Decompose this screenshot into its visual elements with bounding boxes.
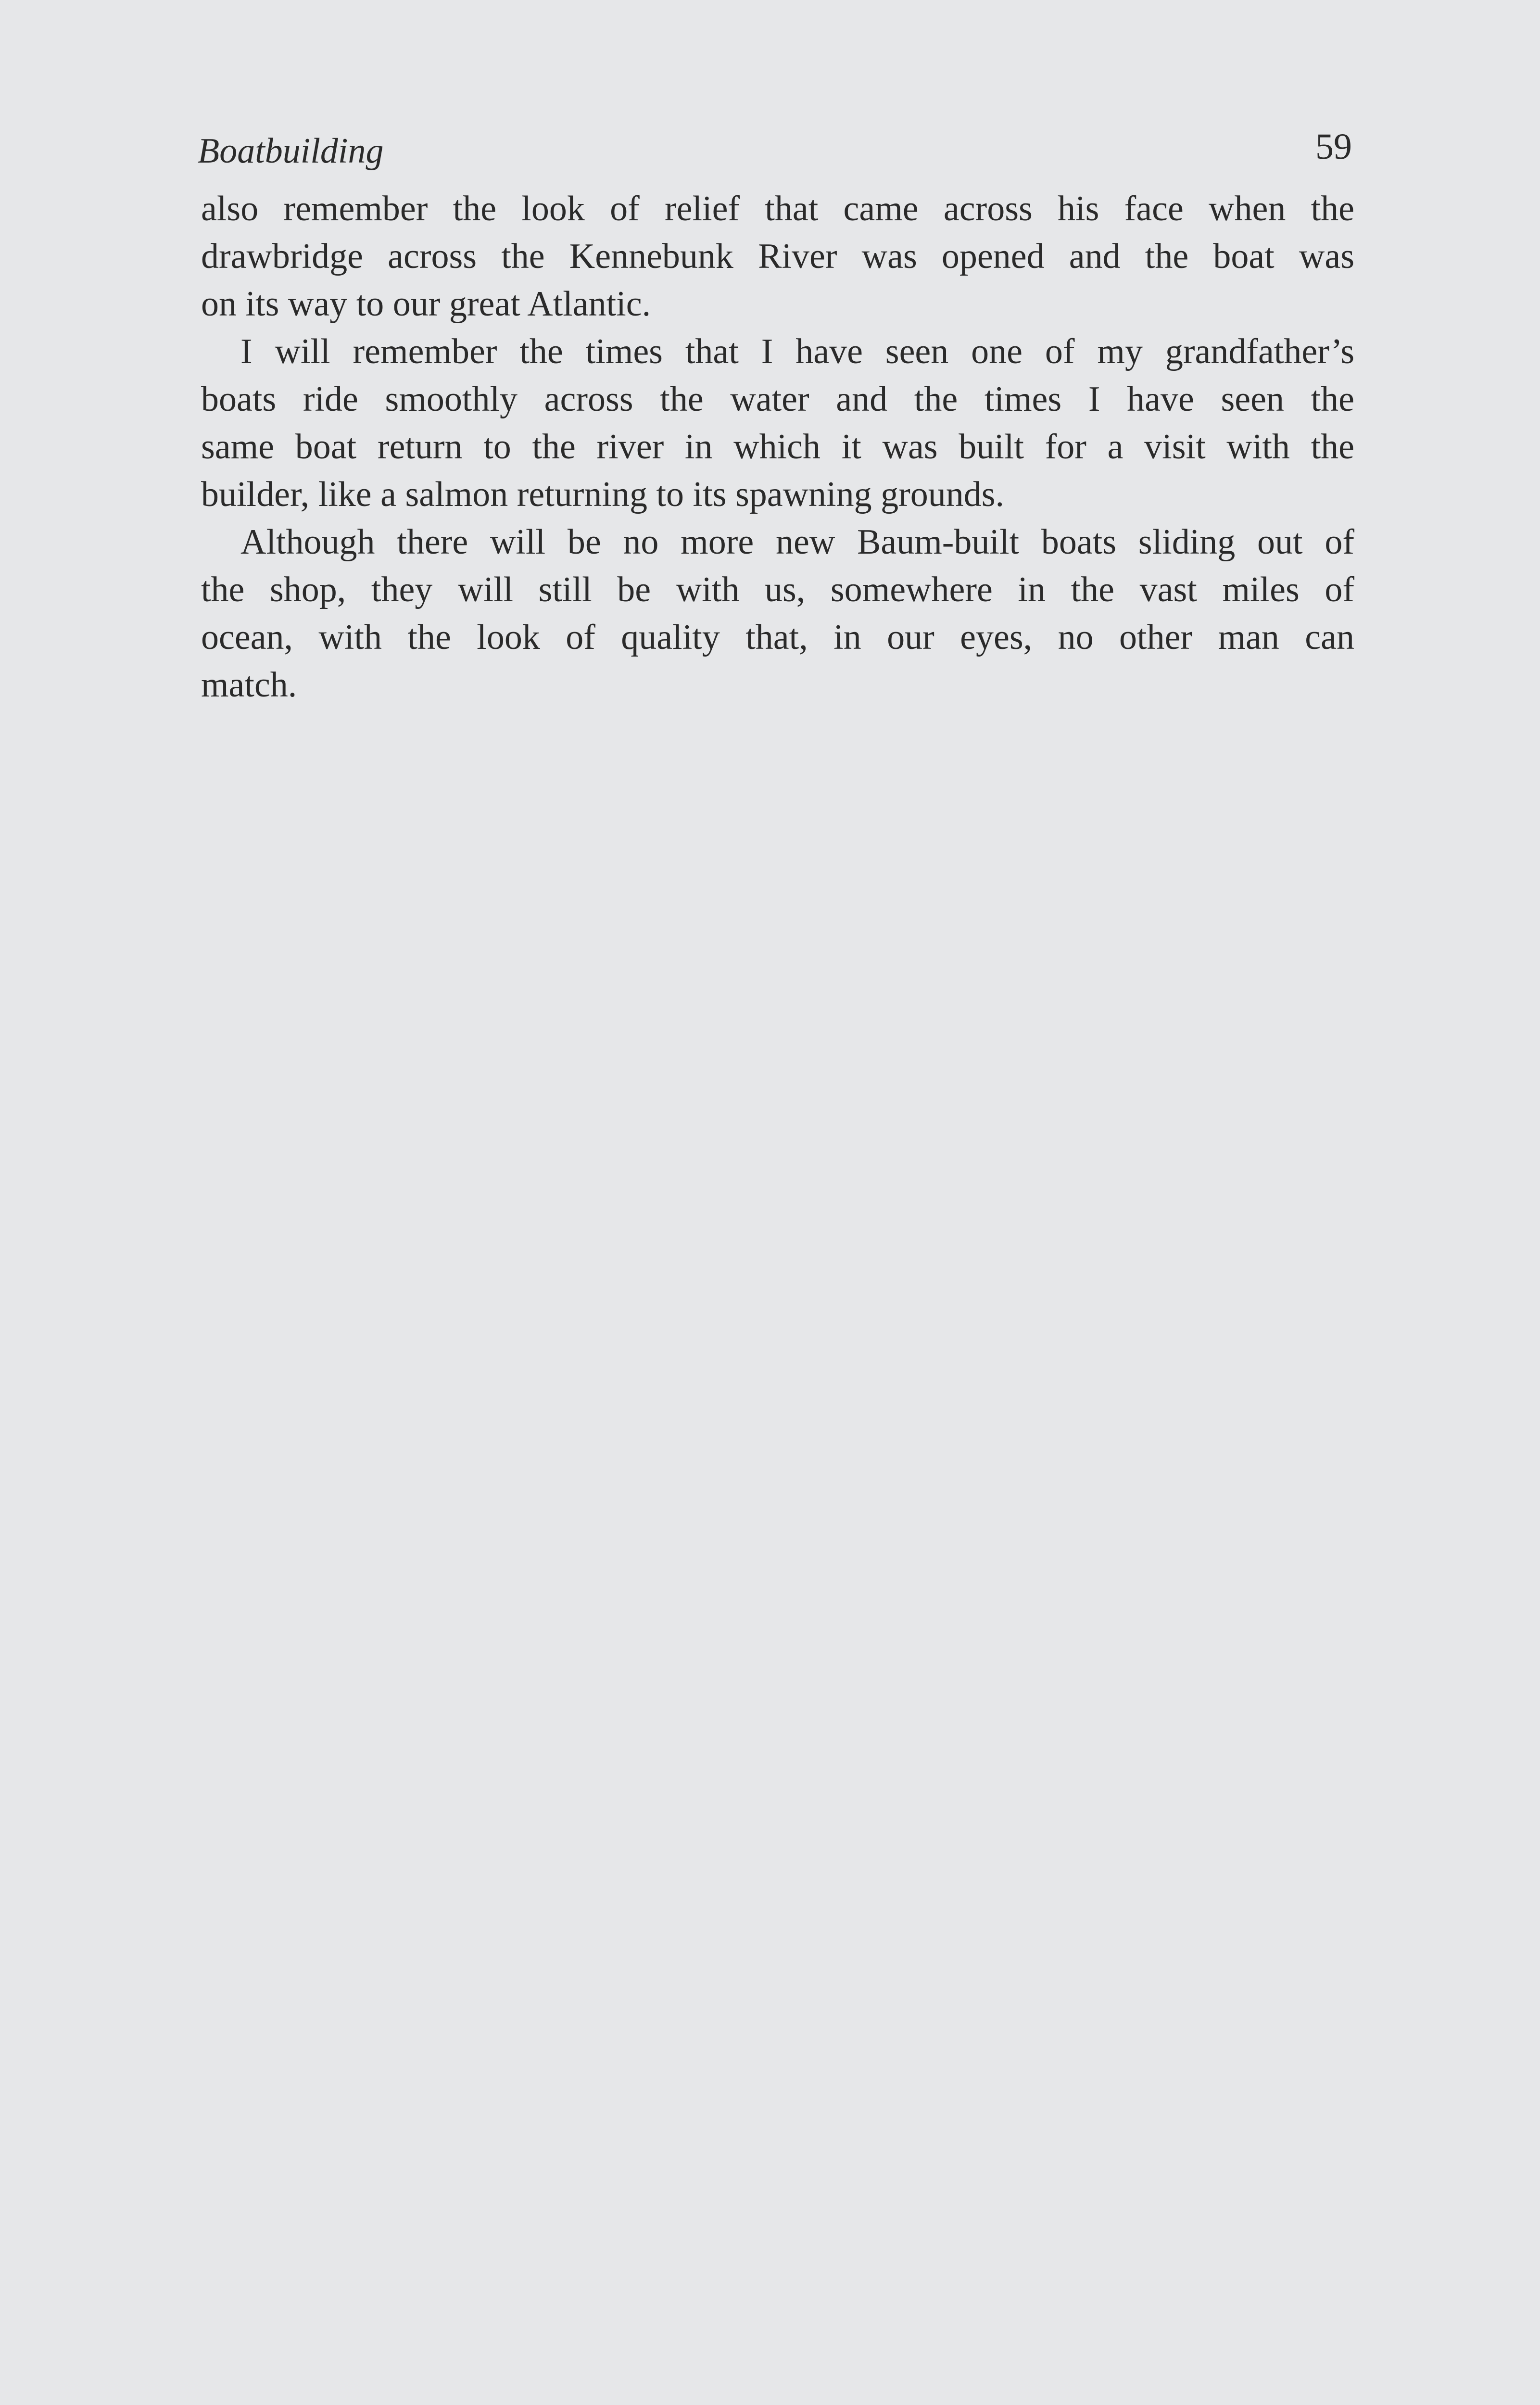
- body-text: [201, 185, 1354, 709]
- text-line: drawbridge across the Kennebunk River was opened and the boat was: [201, 237, 1354, 276]
- text-line: match.: [201, 665, 297, 705]
- text-line: boats ride smoothly across the water and the times I have seen the: [201, 380, 1354, 419]
- text-line: ocean, with the look of quality that, in our eyes, no other man can: [201, 618, 1354, 657]
- text-line: Although there will be no more new Baum-built boats sliding out of: [240, 522, 1354, 562]
- page-number: 59: [1315, 127, 1352, 167]
- paragraph-2: [201, 328, 1354, 519]
- paragraph-3: [201, 519, 1354, 709]
- running-head: [198, 121, 1352, 179]
- text-line: builder, like a salmon returning to its spawning grounds.: [201, 475, 1005, 514]
- text-line: same boat return to the river in which it was built for a visit with the: [201, 427, 1354, 467]
- text-line: also remember the look of relief that came across his face when the: [201, 189, 1354, 228]
- text-line: the shop, they will still be with us, somewhere in the vast miles of: [201, 570, 1354, 609]
- text-line: on its way to our great Atlantic.: [201, 284, 651, 324]
- paragraph-1: [201, 185, 1354, 328]
- section-title: Boatbuilding: [198, 131, 384, 171]
- text-line: I will remember the times that I have seen one of my grandfather’s: [240, 332, 1354, 371]
